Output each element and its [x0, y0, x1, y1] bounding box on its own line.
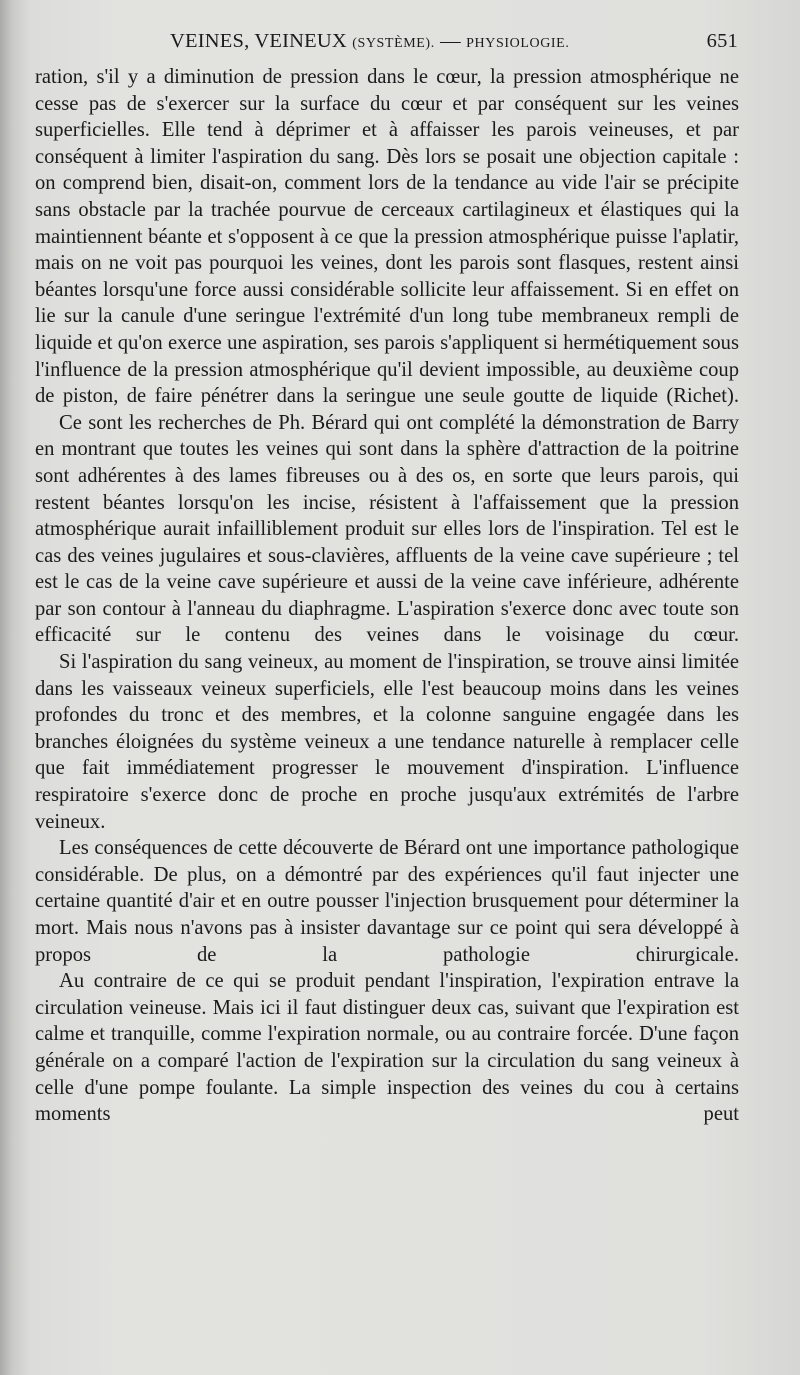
header-dash: —: [440, 30, 461, 52]
paragraph-3: Si l'aspiration du sang veineux, au moment de l'inspiration, se trouve ainsi limitée dans les vaisseaux veineux superficiels, elle l'est beaucoup moins dans les veines profondes du tronc et des membres, et la colonne sanguine engagée dans les branches éloignées du système veineux a une tendance naturelle à remplacer celle que fait immédiatement progresser le mouvement d'inspiration. L'influence respiratoire s'exerce donc de proche en proche jusqu'aux extrémités de l'arbre veineux.: [35, 651, 739, 833]
body-text: [35, 64, 739, 1128]
page-number: 651: [706, 30, 738, 52]
header-subtitle: (SYSTÈME).: [352, 36, 435, 51]
header-running-title: [170, 30, 569, 53]
paragraph-5: Au contraire de ce qui se produit pendant l'inspiration, l'expiration entrave la circulation veineuse. Mais ici il faut distinguer deux cas, suivant que l'expiration est calme et tranquille, comme l'expiration normale, ou au contraire forcée. D'une façon générale on a comparé l'action de l'expiration sur la circulation du sang veineux à celle d'une pompe foulante. La simple inspection des veines du cou à certains moments peut: [35, 970, 739, 1126]
paragraph-4: Les conséquences de cette découverte de Bérard ont une importance pathologique considérable. De plus, on a démontré par des expériences qu'il faut injecter une certaine quantité d'air et en outre pousser l'injection brusquement pour déterminer la mort. Mais nous n'avons pas à insister davantage sur ce point qui sera développé à propos de la pathologie chirurgicale.: [35, 837, 739, 966]
paragraph-1: ration, s'il y a diminution de pression dans le cœur, la pression atmosphérique ne cesse pas de s'exercer sur la surface du cœur et par conséquent sur les veines superficielles. Elle tend à déprimer et à affaisser les parois veineuses, et par conséquent à limiter l'aspiration du sang. Dès lors se posait une objection capitale : on comprend bien, disait-on, comment lors de la tendance au vide l'air se précipite sans obstacle par la trachée pourvue de cerceaux cartilagineux et élastiques qui la maintiennent béante et s'opposent à ce que la pression atmosphérique puisse l'aplatir, mais on ne voit pas pourquoi les veines, dont les parois sont flasques, restent ainsi béantes lorsqu'une force aussi considérable sollicite leur affaissement. Si en effet on lie sur la canule d'une seringue l'extrémité d'un long tube membraneux rempli de liquide et qu'on exerce une aspiration, ses parois s'appliquent si hermétiquement sous l'influence de la pression atmosphérique qu'il devient impossible, au deuxième coup de piston, de faire pénétrer dans la seringue une seule goutte de liquide (Richet).: [35, 66, 739, 408]
header-section: PHYSIOLOGIE.: [466, 36, 570, 51]
running-header: [170, 30, 738, 60]
paragraph-2: Ce sont les recherches de Ph. Bérard qui ont complété la démonstration de Barry en montrant que toutes les veines qui sont dans la sphère d'attraction de la poitrine sont adhérentes à des lames fibreuses ou à des os, en sorte que leurs parois, qui restent béantes lorsqu'on les incise, résistent à l'affaissement que la pression atmosphérique aurait infailliblement produit sur elles lors de l'inspiration. Tel est le cas des veines jugulaires et sous-clavières, affluents de la veine cave supérieure ; tel est le cas de la veine cave supérieure et aussi de la veine cave inférieure, adhérente par son contour à l'anneau du diaphragme. L'aspiration s'exerce donc avec toute son efficacité sur le contenu des veines dans le voisinage du cœur.: [35, 411, 739, 647]
header-title: VEINES, VEINEUX: [170, 30, 347, 52]
